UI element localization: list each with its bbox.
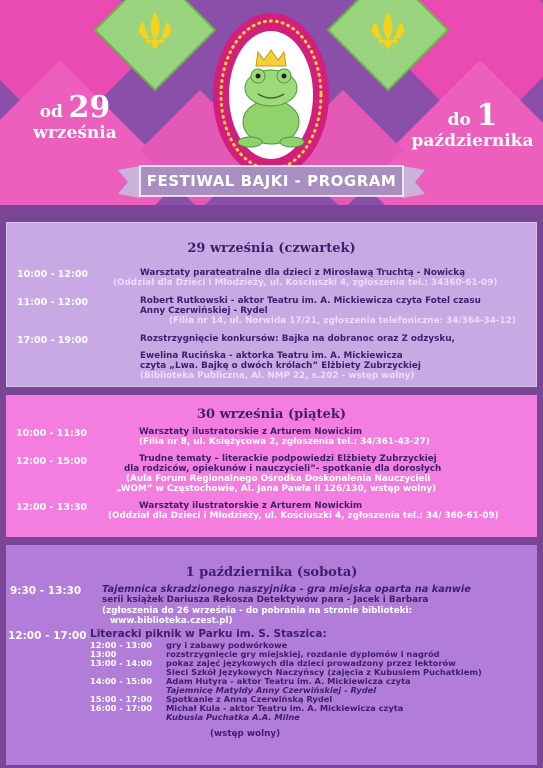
start-date-month: września	[33, 123, 117, 143]
sub-text: Tajemnicę Matyldy Anny Czerwińskiej - Rydel	[166, 685, 377, 695]
event-title: Rozstrzygnięcie konkursów: Bajka na dobranoc oraz Z odzysku,	[140, 334, 455, 344]
event-time: 10:00 - 12:00	[17, 269, 89, 280]
event-location-cont: www.biblioteka.czest.pl)	[110, 616, 233, 626]
event-title: Trudne tematy – literackie podpowiedzi Elżbiety Zubrzyckiej	[139, 454, 437, 464]
sub-text: Adam Hutyra - aktor Teatru im. A. Mickiewicza czyta	[166, 676, 411, 686]
event-title: Literacki piknik w Parku im. S. Staszica:	[90, 628, 327, 640]
event-title-cont: dla rodziców, opiekunów i nauczycieli”- spotkanie dla dorosłych	[124, 464, 442, 474]
end-date	[405, 98, 540, 151]
start-date-day: 29	[68, 90, 111, 125]
sub-time: 13:00 - 14:00	[90, 658, 153, 668]
event-time: 11:00 - 12:00	[17, 297, 89, 308]
day3-title: 1 października (sobota)	[185, 565, 358, 580]
sub-time: 13:00	[90, 649, 117, 659]
event-location: (Biblioteka Publiczna, Al. NMP 22, s.202 - wstęp wolny)	[140, 371, 415, 381]
event-title: Warsztaty ilustratorskie z Arturem Nowickim	[139, 427, 363, 437]
event-title-cont: Ewelina Rucińska - aktorka Teatru im. A. Mickiewicza	[140, 351, 403, 361]
sub-time: 12:00 - 13:00	[90, 640, 153, 650]
sub-time: 14:00 - 15:00	[90, 676, 153, 686]
day1-section	[6, 222, 537, 387]
event-location: (Aula Forum Regionalnego Ośrodka Doskonalenia Nauczycieli	[126, 474, 431, 484]
day2-title: 30 września (piątek)	[196, 407, 346, 422]
event-title-cont: czyta „Lwa. Bajkę o dwóch królach” Elżbiety Zubrzyckiej	[140, 361, 421, 371]
event-time: 9:30 - 13:30	[10, 585, 82, 597]
event-title: Warsztaty parateatralne dla dzieci z Mirosławą Truchtą - Nowicką	[140, 268, 466, 278]
event-time: 12:00 - 17:00	[8, 630, 87, 642]
program-banner: FESTIWAL BAJKI - PROGRAM	[146, 172, 397, 190]
event-location: (Oddział dla Dzieci i Młodzieży, ul. Kościuszki 4, zgłoszenia tel.: 34360-61-09)	[113, 278, 498, 288]
start-date-prefix: od	[39, 102, 63, 122]
event-time: 10:00 - 11:30	[16, 428, 88, 439]
header-graphic	[0, 0, 543, 205]
sub-text: Michał Kula - aktor Teatru im. A. Mickiewicza czyta	[166, 703, 404, 713]
sub-text: gry i zabawy podwórkowe	[166, 640, 288, 650]
end-date-month: października	[411, 131, 534, 151]
event-location: (Filia nr 14, ul. Norwida 17/21, zgłoszenia telefoniczne: 34/364-34-12)	[169, 316, 516, 326]
sub-text: Spotkanie z Anną Czerwińską Rydel	[166, 694, 333, 704]
sub-time: 15:00 - 17:00	[90, 694, 153, 704]
event-location: (Oddział dla Dzieci i Młodzieży, ul. Kościuszki 4, zgłoszenia tel.: 34/ 360-61-09)	[108, 511, 499, 521]
sub-text: rozstrzygnięcie gry miejskiej, rozdanie dyplomów i nagród	[166, 649, 440, 659]
day1-title: 29 września (czwartek)	[187, 241, 356, 256]
event-location-cont: „WOM” w Częstochowie, Al. Jana Pawła II 126/130, wstęp wolny)	[116, 484, 437, 494]
event-time: 12:00 - 13:30	[16, 502, 88, 513]
event-title-cont: Anny Czerwińskiej - Rydel	[140, 306, 268, 316]
event-time: 12:00 - 15:00	[16, 456, 88, 467]
free-entry-note: (wstęp wolny)	[210, 729, 281, 739]
sub-time: 16:00 - 17:00	[90, 703, 153, 713]
event-title: Robert Rutkowski - aktor Teatru im. A. Mickiewicza czyta Fotel czasu	[140, 296, 481, 306]
sub-text: Sieci Szkół Językowych Naczyńscy (zajęcia z Kubusiem Puchatkiem)	[166, 667, 482, 677]
sub-text: pokaz zajęć językowych dla dzieci prowadzony przez lektorów	[166, 658, 456, 668]
event-title: Warsztaty ilustratorskie z Arturem Nowickim	[139, 501, 363, 511]
start-date	[10, 90, 140, 143]
day3-section	[6, 545, 537, 765]
event-time: 17:00 - 19:00	[17, 335, 89, 346]
sub-text: Kubusia Puchatka A.A. Milne	[166, 712, 300, 722]
event-location: (Filia nr 8, ul. Księżycowa 2, zgłoszenia tel.: 34/361-43-27)	[139, 437, 430, 447]
event-title: Tajemnica skradzionego naszyjnika - gra miejska oparta na kanwie	[102, 584, 471, 595]
end-date-day: 1	[476, 98, 498, 133]
event-location: (zgłoszenia do 26 września - do pobrania na stronie biblioteki:	[102, 606, 413, 616]
event-title-cont: serii książek Dariusza Rekosza Detektywów para - Jacek i Barbara	[102, 595, 429, 605]
day2-section	[6, 395, 537, 537]
end-date-prefix: do	[447, 110, 471, 130]
